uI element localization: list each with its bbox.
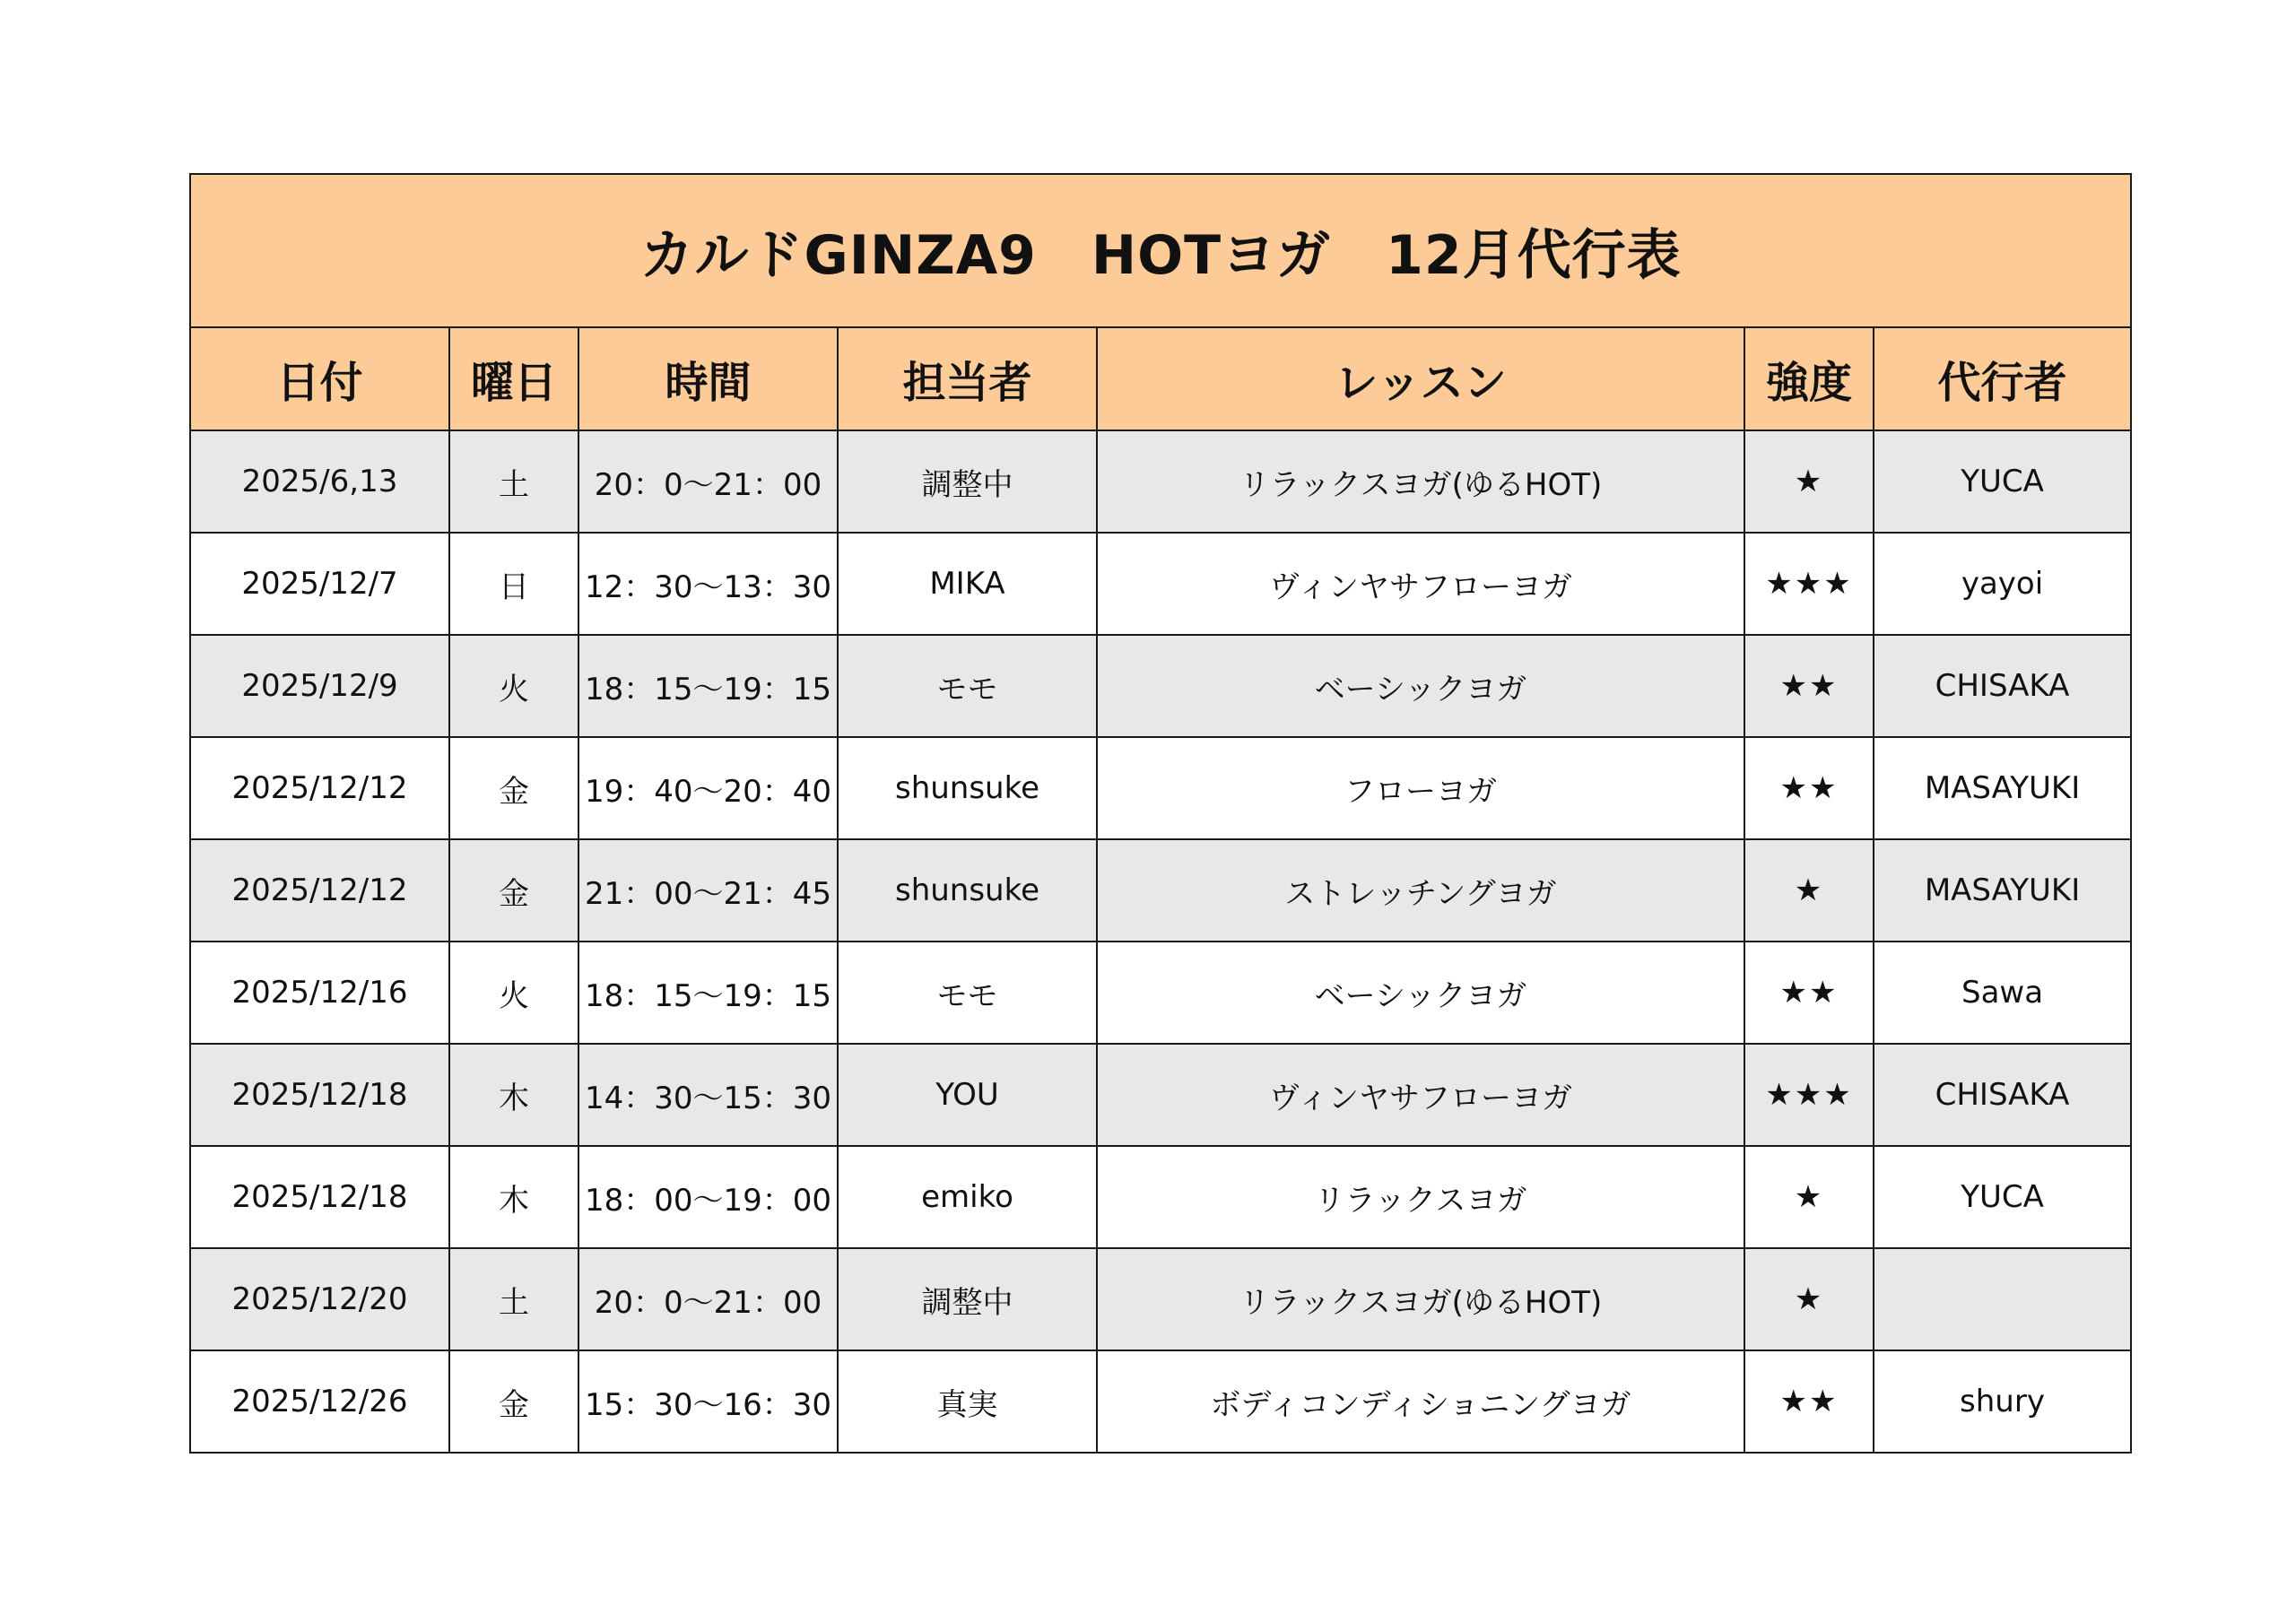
- cell-substitute: CHISAKA: [1874, 635, 2131, 737]
- cell-substitute: CHISAKA: [1874, 1044, 2131, 1146]
- cell-lesson: ヴィンヤサフローヨガ: [1097, 1044, 1744, 1146]
- cell-lesson: ベーシックヨガ: [1097, 942, 1744, 1044]
- column-header-time: 時間: [578, 327, 838, 430]
- cell-substitute: yayoi: [1874, 533, 2131, 635]
- page-title: カルドGINZA9 HOTヨガ 12月代行表: [190, 174, 2131, 327]
- cell-instructor: モモ: [838, 942, 1097, 1044]
- cell-weekday: 木: [449, 1146, 578, 1248]
- cell-intensity-stars: ★: [1744, 1146, 1874, 1248]
- column-header-lesson: レッスン: [1097, 327, 1744, 430]
- cell-date: 2025/12/9: [190, 635, 449, 737]
- cell-date: 2025/12/16: [190, 942, 449, 1044]
- cell-lesson: ベーシックヨガ: [1097, 635, 1744, 737]
- cell-intensity-stars: ★★★: [1744, 533, 1874, 635]
- cell-time: 19：40～20：40: [578, 737, 838, 839]
- cell-instructor: 調整中: [838, 1248, 1097, 1350]
- cell-time: 20：0～21：00: [578, 430, 838, 533]
- table-row: [190, 942, 2131, 1044]
- table-row: [190, 635, 2131, 737]
- cell-date: 2025/12/18: [190, 1044, 449, 1146]
- cell-weekday: 火: [449, 635, 578, 737]
- column-header-intensity: 強度: [1744, 327, 1874, 430]
- column-header-substitute: 代行者: [1874, 327, 2131, 430]
- cell-instructor: shunsuke: [838, 737, 1097, 839]
- cell-lesson: リラックスヨガ: [1097, 1146, 1744, 1248]
- cell-lesson: リラックスヨガ(ゆるHOT): [1097, 1248, 1744, 1350]
- cell-substitute: YUCA: [1874, 430, 2131, 533]
- cell-substitute: shury: [1874, 1350, 2131, 1453]
- cell-intensity-stars: ★: [1744, 430, 1874, 533]
- table-row: [190, 430, 2131, 533]
- table-row: [190, 533, 2131, 635]
- table-row: [190, 1146, 2131, 1248]
- cell-lesson: ストレッチングヨガ: [1097, 839, 1744, 942]
- cell-time: 20：0～21：00: [578, 1248, 838, 1350]
- cell-instructor: shunsuke: [838, 839, 1097, 942]
- cell-lesson: ボディコンディショニングヨガ: [1097, 1350, 1744, 1453]
- cell-date: 2025/6,13: [190, 430, 449, 533]
- column-header-instructor: 担当者: [838, 327, 1097, 430]
- substitute-schedule-table: [189, 173, 2132, 1454]
- cell-weekday: 日: [449, 533, 578, 635]
- cell-lesson: リラックスヨガ(ゆるHOT): [1097, 430, 1744, 533]
- cell-time: 12：30～13：30: [578, 533, 838, 635]
- cell-weekday: 金: [449, 1350, 578, 1453]
- cell-substitute: [1874, 1248, 2131, 1350]
- cell-date: 2025/12/18: [190, 1146, 449, 1248]
- cell-weekday: 土: [449, 430, 578, 533]
- title-row: [190, 174, 2131, 327]
- table-row: [190, 737, 2131, 839]
- cell-time: 14：30～15：30: [578, 1044, 838, 1146]
- column-header-weekday: 曜日: [449, 327, 578, 430]
- cell-intensity-stars: ★★★: [1744, 1044, 1874, 1146]
- cell-substitute: MASAYUKI: [1874, 839, 2131, 942]
- cell-substitute: MASAYUKI: [1874, 737, 2131, 839]
- column-header-date: 日付: [190, 327, 449, 430]
- cell-time: 18：15～19：15: [578, 635, 838, 737]
- cell-time: 18：00～19：00: [578, 1146, 838, 1248]
- cell-lesson: フローヨガ: [1097, 737, 1744, 839]
- cell-intensity-stars: ★★: [1744, 942, 1874, 1044]
- cell-date: 2025/12/26: [190, 1350, 449, 1453]
- cell-intensity-stars: ★: [1744, 1248, 1874, 1350]
- cell-date: 2025/12/20: [190, 1248, 449, 1350]
- cell-date: 2025/12/12: [190, 737, 449, 839]
- cell-intensity-stars: ★★: [1744, 635, 1874, 737]
- cell-intensity-stars: ★★: [1744, 1350, 1874, 1453]
- cell-instructor: 真実: [838, 1350, 1097, 1453]
- cell-weekday: 金: [449, 839, 578, 942]
- cell-instructor: 調整中: [838, 430, 1097, 533]
- table-row: [190, 1248, 2131, 1350]
- header-row: [190, 327, 2131, 430]
- cell-date: 2025/12/12: [190, 839, 449, 942]
- cell-instructor: YOU: [838, 1044, 1097, 1146]
- cell-instructor: emiko: [838, 1146, 1097, 1248]
- cell-weekday: 火: [449, 942, 578, 1044]
- cell-instructor: MIKA: [838, 533, 1097, 635]
- cell-time: 21：00～21：45: [578, 839, 838, 942]
- table-row: [190, 839, 2131, 942]
- cell-substitute: YUCA: [1874, 1146, 2131, 1248]
- cell-time: 15：30～16：30: [578, 1350, 838, 1453]
- cell-weekday: 土: [449, 1248, 578, 1350]
- cell-intensity-stars: ★: [1744, 839, 1874, 942]
- table-row: [190, 1044, 2131, 1146]
- cell-instructor: モモ: [838, 635, 1097, 737]
- cell-time: 18：15～19：15: [578, 942, 838, 1044]
- cell-substitute: Sawa: [1874, 942, 2131, 1044]
- cell-intensity-stars: ★★: [1744, 737, 1874, 839]
- cell-weekday: 木: [449, 1044, 578, 1146]
- cell-weekday: 金: [449, 737, 578, 839]
- cell-lesson: ヴィンヤサフローヨガ: [1097, 533, 1744, 635]
- table-row: [190, 1350, 2131, 1453]
- cell-date: 2025/12/7: [190, 533, 449, 635]
